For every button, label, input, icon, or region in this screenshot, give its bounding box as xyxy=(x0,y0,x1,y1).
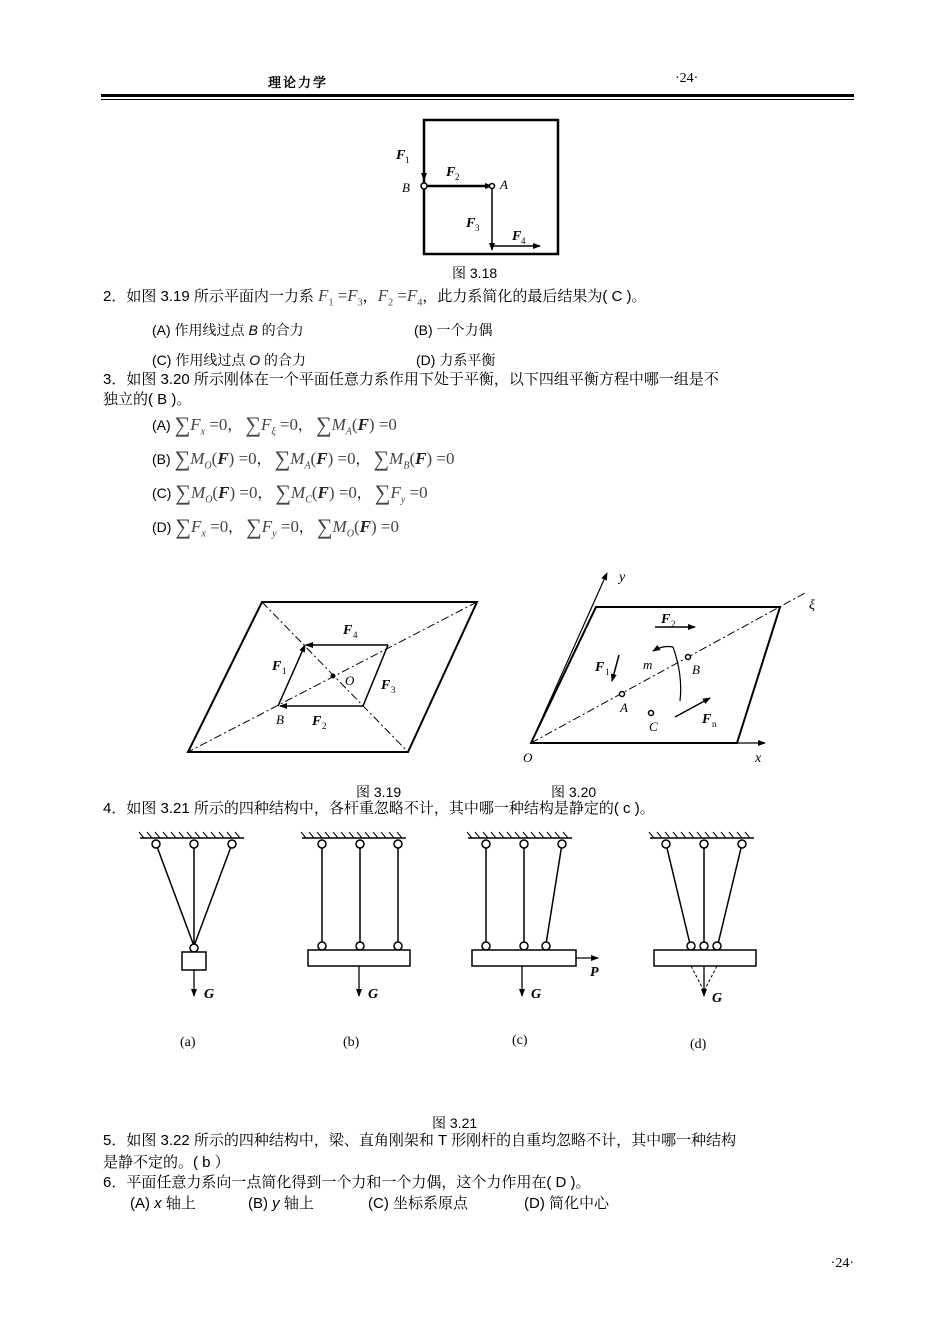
question-2: 2．如图 3.19 所示平面内一力系 $F_1 =F_3$，$F_2 =F_4$，此力系简化的最后结果为( C )。 xyxy=(103,286,647,309)
footer-page-number: ·24· xyxy=(830,1256,854,1271)
figure-3-18 xyxy=(380,112,580,262)
point-o-label: O xyxy=(345,673,355,688)
load-p-c: P xyxy=(590,965,599,980)
question-5-line-1: 5．如图 3.22 所示的四种结构中，梁、直角刚架和 T 形刚杆的自重均忽略不计，其中哪一种结构 xyxy=(103,1132,737,1149)
y-axis-label: y xyxy=(619,570,626,585)
q3-option-b: (B) $\sum M_O(F) =0$， $\sum M_A(F) =0$， $\sum M_B(F) =0$ xyxy=(152,446,455,472)
f1-label: F xyxy=(272,659,282,674)
q2-option-a: (A) 作用线过点 B 的合力 xyxy=(152,322,304,338)
q3-option-c: (C) $\sum M_O(F) =0$， $\sum M_C(F) =0$， $\sum F_y =0$ xyxy=(152,480,428,506)
question-5-line-2: 是静不定的。( b ） xyxy=(103,1154,230,1171)
structure-b xyxy=(301,832,410,996)
q6-option-a: (A) x 轴上 xyxy=(130,1195,196,1212)
f4-label: F xyxy=(512,229,522,244)
load-g-c: G xyxy=(531,987,542,1002)
running-header-page-number: ·24· xyxy=(675,71,699,86)
f1-label: F xyxy=(396,148,406,163)
point-b-label: B xyxy=(692,662,700,677)
figure-3-20 xyxy=(515,565,825,770)
question-3-line-1: 3．如图 3.20 所示刚体在一个平面任意力系作用下处于平衡，以下四组平衡方程中哪一组是不 xyxy=(103,371,719,388)
f3-sub: 3 xyxy=(475,223,480,233)
origin-label: O xyxy=(523,750,533,765)
f2-sub: 2 xyxy=(322,721,327,731)
subfig-a-label: (a) xyxy=(180,1035,196,1050)
f2-label: F xyxy=(446,165,456,180)
question-6: 6．平面任意力系向一点简化得到一个力和一个力偶，这个力作用在( D )。 xyxy=(103,1174,591,1191)
point-a-label: A xyxy=(620,700,628,715)
xi-axis-label: ξ xyxy=(809,598,815,613)
structure-c xyxy=(467,832,598,996)
figure-3-18-caption: 图 3.18 xyxy=(452,265,498,281)
figure-3-20-caption: 图 3.20 xyxy=(551,784,597,800)
f2-label: F xyxy=(661,612,671,627)
point-c-label: C xyxy=(649,719,658,734)
f2-label: F xyxy=(312,714,322,729)
q2-option-c: (C) 作用线过点 O 的合力 xyxy=(152,352,306,368)
f4-sub: 4 xyxy=(521,236,526,246)
f2-sub: 2 xyxy=(671,619,676,629)
structure-d xyxy=(649,832,756,996)
load-g-d: G xyxy=(712,991,723,1006)
q6-option-d: (D) 简化中心 xyxy=(524,1195,609,1212)
q3-option-d: (D) $\sum F_x =0$， $\sum F_y =0$， $\sum M_O(F) =0$ xyxy=(152,514,399,540)
f4-label: F xyxy=(343,623,353,638)
subfig-b-label: (b) xyxy=(343,1035,360,1050)
x-axis-label: x xyxy=(755,751,762,766)
running-header-title: 理论力学 xyxy=(268,75,329,90)
subfig-c-label: (c) xyxy=(512,1033,528,1048)
f1-label: F xyxy=(595,660,605,675)
point-b-label: B xyxy=(276,712,284,727)
f1-sub: 1 xyxy=(405,155,410,165)
structure-a xyxy=(139,832,244,996)
f1-sub: 1 xyxy=(605,667,610,677)
header-rule-thick xyxy=(101,94,854,97)
header-rule-thin xyxy=(101,99,854,100)
f3-label: F xyxy=(381,678,391,693)
q2-option-d: (D) 力系平衡 xyxy=(416,352,496,368)
fn-sub: n xyxy=(712,719,717,729)
figure-3-19-caption: 图 3.19 xyxy=(356,784,402,800)
q3-option-a: (A) $\sum F_x =0$， $\sum F_\xi =0$， $\sum M_A(F) =0$ xyxy=(152,412,397,438)
figure-3-21-caption: 图 3.21 xyxy=(432,1115,478,1131)
question-3-line-2: 独立的( B )。 xyxy=(103,391,192,408)
q6-option-c: (C) 坐标系原点 xyxy=(368,1195,468,1212)
load-g-a: G xyxy=(204,987,215,1002)
question-4: 4．如图 3.21 所示的四种结构中，各杆重忽略不计，其中哪一种结构是静定的( c )。 xyxy=(103,800,655,817)
moment-m-label: m xyxy=(643,657,653,672)
f4-sub: 4 xyxy=(353,630,358,640)
q6-option-b: (B) y 轴上 xyxy=(248,1195,314,1212)
figure-3-19 xyxy=(180,592,490,762)
load-g-b: G xyxy=(368,987,379,1002)
subfig-d-label: (d) xyxy=(690,1037,707,1052)
f3-label: F xyxy=(466,216,476,231)
point-a-label: A xyxy=(500,177,508,192)
f1-sub: 1 xyxy=(282,666,287,676)
fn-label: F xyxy=(702,712,712,727)
figure-3-21 xyxy=(130,826,780,1056)
point-b-label: B xyxy=(402,180,410,195)
f3-sub: 3 xyxy=(391,685,396,695)
q2-option-b: (B) 一个力偶 xyxy=(414,322,493,338)
f2-sub: 2 xyxy=(455,172,460,182)
